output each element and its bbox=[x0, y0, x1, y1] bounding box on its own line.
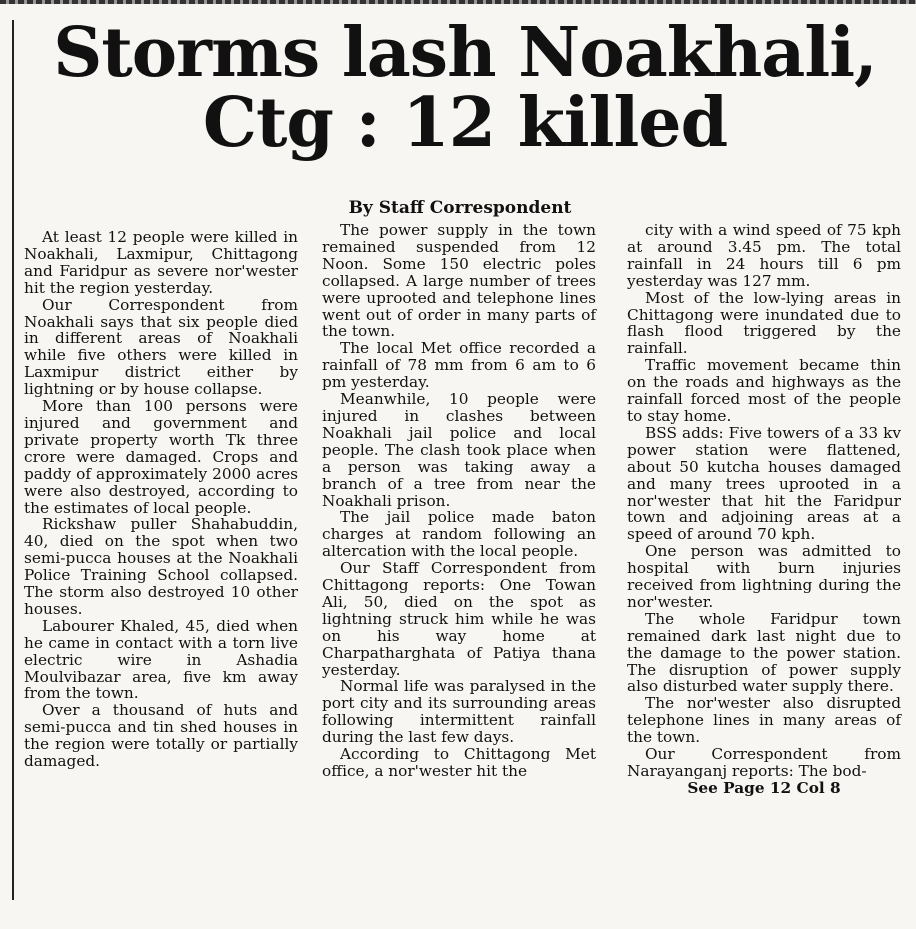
paragraph: The whole Faridpur town remained dark last night due to the damage to the power station. The disruption of power supply also disturbed water supply there. bbox=[627, 609, 901, 696]
paragraph: The local Met office recorded a rainfall of 78 mm from 6 am to 6 pm yesterday. bbox=[322, 339, 596, 392]
paragraph: BSS adds: Five towers of a 33 kv power station were flattened, about 50 kutcha houses damaged and many trees uprooted in a nor'wester that hit the Faridpur town and adjoining areas at a speed of around 70 kph. bbox=[627, 423, 901, 544]
paragraph: One person was admitted to hospital with burn injuries received from lightning during the nor'wester. bbox=[627, 542, 901, 611]
paragraph: Most of the low-lying areas in Chittagong were inundated due to flash flood triggered by the rainfall. bbox=[627, 288, 901, 358]
headline bbox=[20, 13, 910, 163]
headline-line-1: Storms lash Noakhali, bbox=[53, 13, 877, 93]
paragraph: city with a wind speed of 75 kph at around 3.45 pm. The total rainfall in 24 hours till 6 pm yesterday was 127 mm. bbox=[627, 221, 901, 290]
paragraph: The power supply in the town remained suspended from 12 Noon. Some 150 electric poles collapsed. A large number of trees were uprooted and telephone lines went out of order in many parts of the town. bbox=[322, 221, 596, 341]
paragraph: According to Chittagong Met office, a nor'wester hit the bbox=[322, 745, 596, 780]
paragraph: More than 100 persons were injured and government and private property worth Tk three crore were damaged. Crops and paddy of approximately 2000 acres were also destroyed, according to the estimates of local people. bbox=[24, 397, 298, 517]
paragraph: The nor'wester also disrupted telephone lines in many areas of the town. bbox=[627, 694, 901, 747]
paragraph: Meanwhile, 10 people were injured in clashes between Noakhali jail police and local people. The clash took place when a person was taking away a branch of a tree from near the Noakhali prison. bbox=[322, 390, 596, 510]
paragraph: Our Correspondent from Noakhali says that six people died in different areas of Noakhali while five others were killed in Laxmipur district either by lightning or by house collapse. bbox=[24, 295, 298, 399]
paragraph: Rickshaw puller Shahabuddin, 40, died on the spot when two semi-pucca houses at the Noakhali Police Training School collapsed. The storm also destroyed 10 other houses. bbox=[24, 515, 298, 618]
paragraph: Our Staff Correspondent from Chittagong reports: One Towan Ali, 50, died on the spot as lightning struck him while he was on his way home at Charpatharghata of Patiya thana yesterday. bbox=[322, 559, 596, 679]
article-column-1 bbox=[24, 229, 298, 770]
article-column-3 bbox=[627, 222, 901, 797]
paragraph: Normal life was paralysed in the port city and its surrounding areas following intermittent rainfall during the last few days. bbox=[322, 677, 596, 747]
continuation-note: See Page 12 Col 8 bbox=[687, 778, 841, 797]
paragraph: At least 12 people were killed in Noakhali, Laxmipur, Chittagong and Faridpur as severe nor'wester hit the region yesterday. bbox=[24, 228, 298, 297]
byline: By Staff Correspondent bbox=[348, 198, 572, 218]
headline-line-2: Ctg : 12 killed bbox=[202, 83, 728, 163]
paragraph: Labourer Khaled, 45, died when he came in contact with a torn live electric wire in Ashadia Moulvibazar area, five km away from the town. bbox=[24, 616, 298, 703]
article-column-2 bbox=[322, 222, 596, 780]
paragraph: The jail police made baton charges at random following an altercation with the local people. bbox=[322, 508, 596, 561]
top-border bbox=[0, 0, 916, 4]
column-rule bbox=[12, 20, 14, 900]
paragraph: Traffic movement became thin on the roads and highways as the rainfall forced most of the people to stay home. bbox=[627, 356, 901, 425]
paragraph: Over a thousand of huts and semi-pucca and tin shed houses in the region were totally or partially damaged. bbox=[24, 701, 298, 771]
paragraph: Our Correspondent from Narayanganj reports: The bod- bbox=[627, 745, 901, 780]
